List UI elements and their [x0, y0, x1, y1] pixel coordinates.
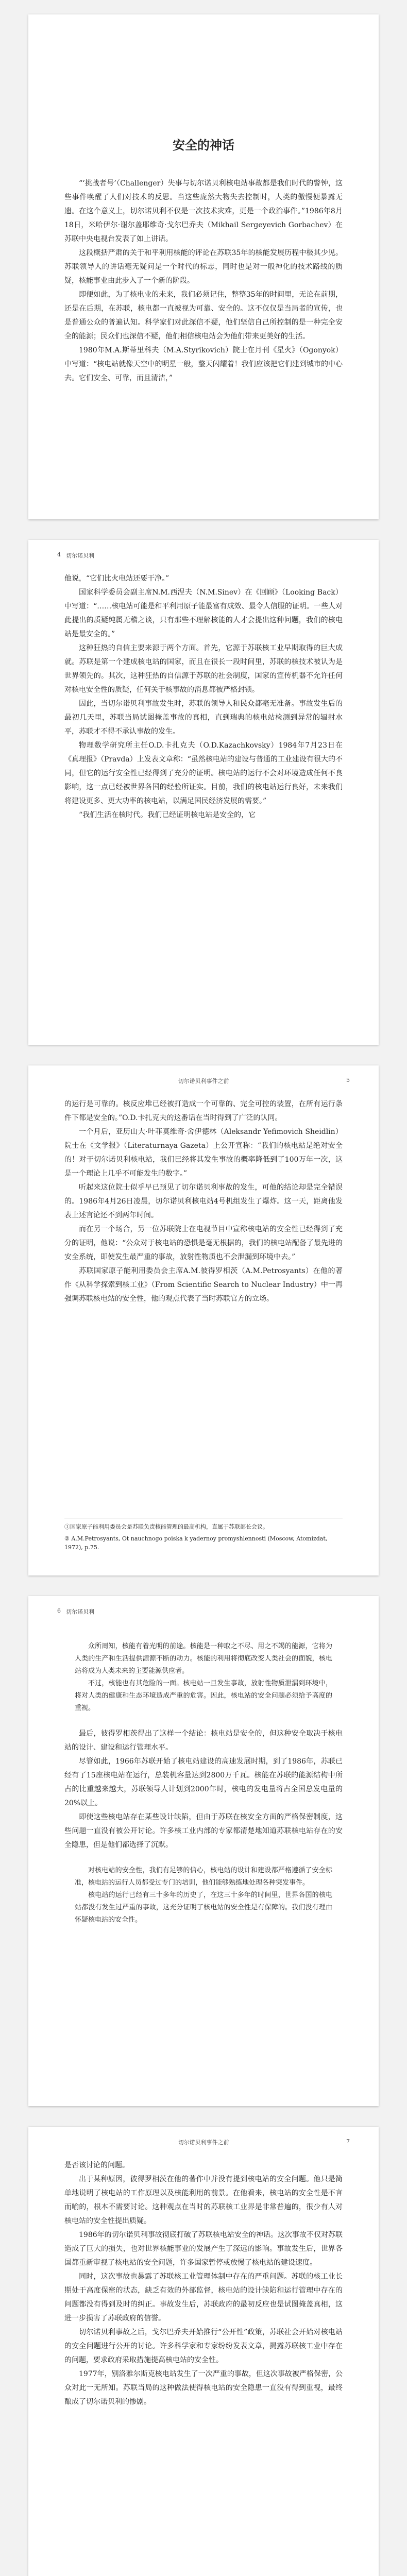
paragraph: 一个月后，亚历山大·叶菲莫维奇·舍伊德林（Aleksandr Yefimovich Sheidlin）院士在《文学报》（Literaturnaya Gazeta）上公开宣称：“我们的核电站是绝对安全的！对于切尔诺贝利核电站，我们已经将其发生事故的概率降低到了100万年一次，这是一个理论上几乎不可能发生的数字。”: [64, 1128, 343, 1178]
paragraph: 尽管如此，1966年苏联开始了核电站建设的高速发展时期，到了1986年，苏联已经有了15座核电站在运行，总装机容量达到2800万千瓦。核能在苏联的能源结构中所占的比重越来越大，苏联领导人计划到2000年时，核电的发电量将占全国总发电量的20%以上。: [64, 1757, 343, 1807]
page-number: 5: [346, 1077, 350, 1083]
paragraph: 物理数学研究所主任O.D.卡扎克夫（O.D.Kazachkovsky）1984年7月23日在《真理报》（Pravda）上发表文章称：“虽然核电站的建设与普通的工业建设有很大的不同，但它的运行安全性已经得到了充分的证明。核电站的运行不会对环境造成任何不良影响，这一点已经被世界各国的经验所证实。目前，我们的核电站运行良好，未来我们将建设更多、更大功率的核电站，以满足国民经济发展的需要。”: [64, 741, 343, 805]
chapter-title: 安全的神话: [173, 138, 234, 152]
footnote: ①国家原子能利用委员会是苏联负责核能管理的最高机构，直属于苏联部长会议。: [64, 1523, 268, 1530]
quote-paragraph: 对核电站的安全性，我们有足够的信心，核电站的设计和建设都严格遵循了安全标准，核电站的运行人员都受过专门的培训，他们能够熟练地处理各种突发事件。: [75, 1867, 332, 1887]
paragraph: 苏联国家原子能利用委员会主席A.M.彼得罗相茨（A.M.Petrosyants）在他的著作《从科学探索到核工业》（From Scientific Search to Nuclear Industry）中一再强调苏联核电站的安全性，他的观点代表了当时苏联官方的立场。: [64, 1267, 343, 1303]
footnote: ② A.M.Petrosyants, Ot nauchnogo poiska k yadernoy promyshlennosti (Moscow, Atomizdat, 1972), p.75.: [64, 1535, 328, 1551]
paragraph: 最后，彼得罗相茨得出了这样一个结论：核电站是安全的，但这种安全取决于核电站的设计、建设和运行管理水平。: [64, 1730, 343, 1752]
running-title: 切尔诺贝利: [66, 552, 94, 559]
book-page-3: [28, 1065, 379, 1575]
page-2-content: [64, 572, 343, 822]
paragraph: 而在另一个场合，另一位苏联院士在电视节目中宣称核电站的安全性已经得到了充分的证明，他说：“公众对于核电站的恐惧是毫无根据的，我们的核电站配备了最先进的安全系统，即使发生最严重的事故，放射性物质也不会泄漏到环境中去。”: [64, 1225, 343, 1261]
paragraph-continued: 的运行是可靠的。核反应堆已经被打造成一个可靠的、完全可控的装置，在所有运行条件下都是安全的。”O.D.卡扎克夫的这番话在当时得到了广泛的认同。: [64, 1100, 343, 1122]
paragraph: 这种狂热的自信主要来源于两个方面。首先，它源于苏联核工业早期取得的巨大成就。苏联是第一个建成核电站的国家，而且在很长一段时间里，苏联的核技术被认为是世界领先的。其次，这种狂热的自信源于苏联的社会制度，国家的宣传机器不允许任何对核电安全性的质疑，任何关于核事故的消息都被严格封锁。: [64, 644, 343, 694]
running-title: 切尔诺贝利: [66, 1608, 94, 1615]
running-title: 切尔诺贝利事件之前: [178, 1078, 229, 1084]
page-number: 4: [57, 551, 61, 558]
page-3-content: [64, 1097, 343, 1306]
page-1-content: [64, 138, 343, 385]
book-page-2: [28, 540, 379, 1045]
quote-paragraph: 众所周知，核能有着光明的前途。核能是一种取之不尽、用之不竭的能源，它将为人类的生产和生活提供源源不断的动力。核能的利用将彻底改变人类社会的面貌，核电站将成为人类未来的主要能源供应者。: [75, 1642, 332, 1675]
block-quote: [75, 1865, 332, 1926]
page-number: 6: [57, 1607, 61, 1614]
paragraph: 即使这些核电站存在某些设计缺陷，但由于苏联在核安全方面的严格保密制度，这些问题一直没有被公开讨论。许多核工业内部的专家都清楚地知道苏联核电站存在的安全隐患，但是他们都选择了沉默。: [64, 1813, 343, 1849]
running-header: [57, 2138, 350, 2146]
paragraph: “‘挑战者号’（Challenger）失事与切尔诺贝利核电站事故都是我们时代的警钟，这些事件唤醒了人们对技术的反思。当这些庞然大物失去控制时，人类的傲慢便暴露无遗。在这个意义上，切尔诺贝利不仅是一次技术灾难，更是一个政治事件。”1986年8月18日，米哈伊尔·谢尔盖耶维奇·戈尔巴乔夫（Mikhail Sergeyevich Gorbachev）在苏联中央电视台发表了如上讲话。: [64, 179, 343, 243]
paragraph: 即便如此，为了核电业的未来，我们必须记住，整整35年的时间里，无论在前期，还是在后期，在苏联，核电都一直被视为可靠、安全的。这不仅仅是当局者的宣传，也是普通公众的普遍认知。科学家们对此深信不疑，他们坚信自己所控制的是一种完全安全的能源；民众们也深信不疑，他们相信核电站会为他们带来更美好的生活。: [64, 291, 343, 341]
page-4-content: [64, 1628, 343, 1939]
page-5-content: [64, 2159, 343, 2409]
paragraph: 1980年M.A.斯蒂里科夫（M.A.Styrikovich）院士在月刊《星火》（Ogonyok）中写道：“核电站就像天空中的明星一般，整天闪耀着！我们应该把它们建到城市的中心去。它们安全、可靠，而且清洁，”: [64, 346, 343, 382]
running-header: [57, 1607, 350, 1616]
paragraph: 听起来这位院士似乎早已预见了切尔诺贝利事故的发生，可他的结论却是完全错误的。1986年4月26日凌晨，切尔诺贝利核电站4号机组发生了爆炸。这一天，距离他发表上述言论还不到两年时间。: [64, 1183, 343, 1219]
book-page-1: [28, 14, 379, 519]
block-quote: [75, 1640, 332, 1715]
paragraph: 同时，这次事故也暴露了苏联核工业管理体制中存在的严重问题。苏联的核工业长期处于高度保密的状态，缺乏有效的外部监督，核电站的设计缺陷和运行管理中存在的问题都没有得到及时的纠正。事故发生后，苏联政府的最初反应也是试图掩盖真相，这进一步损害了苏联政府的信誉。: [64, 2273, 343, 2323]
paragraph: 这段概括严肃的关于和平利用核能的评论在苏联35年的核能发展历程中极其少见。苏联领导人的讲话毫无疑问是一个时代的标志，同时也是对一般神化的技术路线的质疑，核能事业由此步入了一个新的阶段。: [64, 249, 343, 285]
paragraph: 1986年的切尔诺贝利事故彻底打破了苏联核电站安全的神话。这次事故不仅对苏联造成了巨大的损失，也对世界核能事业的发展产生了深远的影响。事故发生后，世界各国都重新审视了核电站的安全问题，许多国家暂停或放慢了核电站的建设速度。: [64, 2231, 343, 2267]
paragraph: “我们生活在核时代。我们已经证明核电站是安全的，它: [79, 811, 256, 819]
paragraph: 1977年，别洛雅尔斯克核电站发生了一次严重的事故，但这次事故被严格保密，公众对此一无所知。苏联当局的这种做法使得核电站的安全隐患一直没有得到重视，最终酿成了切尔诺贝利的惨剧。: [64, 2370, 343, 2406]
paragraph: 国家科学委员会副主席N.M.西涅夫（N.M.Sinev）在《回顾》（Looking Back）中写道：“……核电站可能是和平利用原子能最富有成效、最令人信服的证明。一些人对此提出的质疑纯属无稽之谈，只有那些不理解核能的人才会提出这种问题，我们的核电站是最安全的。”: [64, 588, 343, 638]
book-page-4: [28, 1596, 379, 2106]
paragraph: 出于某种原因，彼得罗相茨在他的著作中并没有提到核电站的安全问题。他只是简单地说明了核电站的工作原理以及核能利用的前景。在他看来，核电站的安全性是不言而喻的，根本不需要讨论。这种观点在当时的苏联核工业界是非常普遍的，很少有人对核电站的安全性提出质疑。: [64, 2175, 343, 2225]
book-page-5: [28, 2127, 379, 2576]
paragraph-continued: 是否该讨论的问题。: [64, 2161, 129, 2170]
quote-paragraph: 核电站的运行已经有三十多年的历史了，在这三十多年的时间里，世界各国的核电站都没有发生过严重的事故，这充分证明了核电站的安全性是有保障的。我们没有理由怀疑核电站的安全性。: [75, 1891, 332, 1924]
page-number: 7: [346, 2138, 350, 2145]
running-header: [57, 551, 350, 560]
paragraph-continued: 他说，“它们比火电站还要干净。”: [64, 574, 169, 583]
running-header: [57, 1077, 350, 1085]
running-title: 切尔诺贝利事件之前: [178, 2139, 229, 2146]
quote-paragraph: 不过，核能也有其危险的一面。核电站一旦发生事故，放射性物质泄漏到环境中，将对人类的健康和生态环境造成严重的危害。因此，核电站的安全问题必须给予高度的重视。: [75, 1680, 332, 1712]
paragraph: 切尔诺贝利事故之后，戈尔巴乔夫开始推行“公开性”政策，苏联社会开始对核电站的安全问题进行公开的讨论。许多科学家和专家纷纷发表文章，揭露苏联核工业中存在的问题，要求政府采取措施提高核电站的安全性。: [64, 2328, 343, 2364]
footnotes: [64, 1518, 343, 1555]
paragraph: 因此，当切尔诺贝利事故发生时，苏联的领导人和民众都毫无准备。事故发生后的最初几天里，苏联当局试图掩盖事故的真相，直到瑞典的核电站检测到异常的辐射水平，苏联才不得不承认事故的发生。: [64, 700, 343, 736]
